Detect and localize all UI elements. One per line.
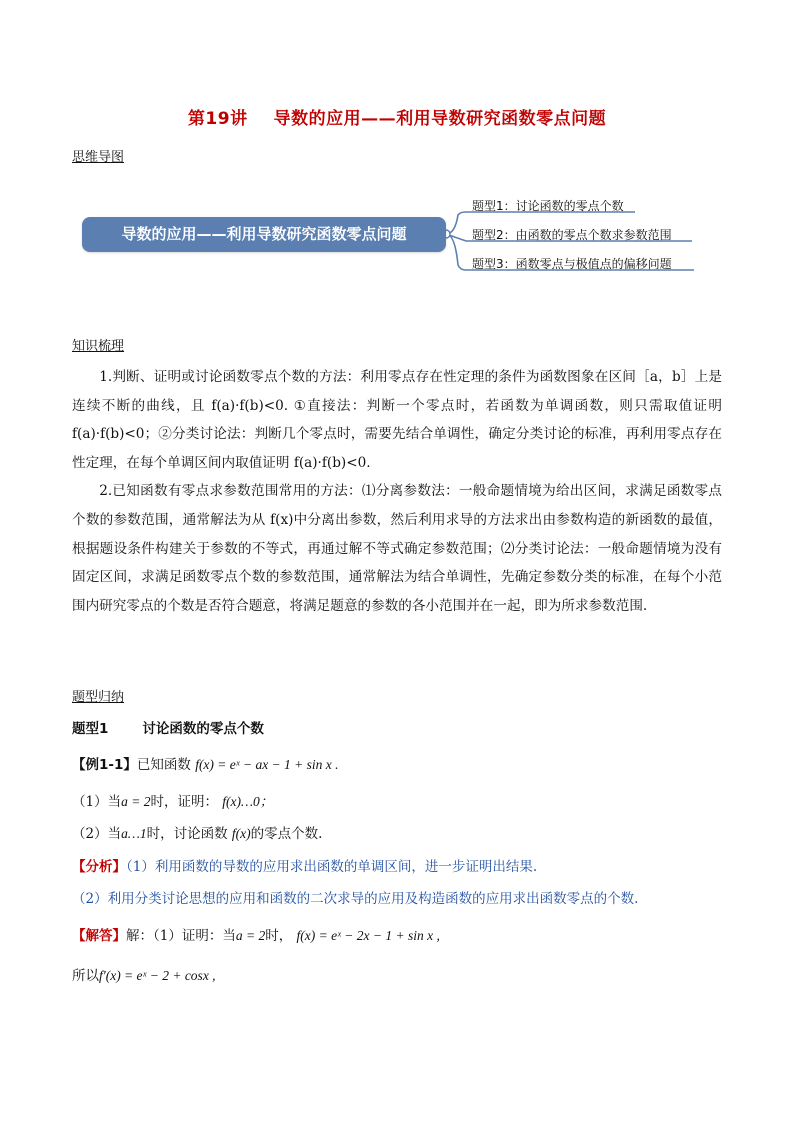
- type1-heading: [72, 717, 264, 737]
- lecture-number: 第19讲: [187, 109, 248, 129]
- answer-tag: 【解答】: [72, 928, 126, 944]
- answer-mid: 时，: [265, 928, 293, 944]
- q2-condition: a…1: [121, 826, 147, 841]
- example-line: [72, 753, 339, 773]
- example-text: 已知函数: [136, 757, 191, 773]
- question-1: [72, 790, 273, 810]
- analysis-line-1: [72, 855, 537, 875]
- answer-formula: f(x) = eˣ − 2x − 1 + sin x ,: [296, 928, 440, 943]
- knowledge-body: [72, 363, 722, 620]
- type1-label: 题型1: [72, 721, 109, 737]
- q1-mid: 时，证明：: [150, 794, 218, 810]
- knowledge-section-label: 知识梳理: [72, 339, 125, 354]
- analysis-tag: 【分析】: [72, 859, 126, 875]
- example-formula: f(x) = eˣ − ax − 1 + sin x .: [195, 757, 339, 772]
- mindmap-branch-1: 题型1：讨论函数的零点个数: [472, 199, 624, 213]
- type1-title: 讨论函数的零点个数: [142, 721, 264, 737]
- q2-prefix: （2）当: [72, 826, 122, 842]
- answer-text: 解：（1）证明：当: [126, 928, 236, 944]
- q2-mid: 时，讨论函数: [146, 826, 228, 842]
- mindmap-branch-2: 题型2：由函数的零点个数求参数范围: [472, 228, 672, 242]
- q2-suffix: 的零点个数.: [250, 826, 323, 842]
- q1-formula: f(x)…0；: [222, 794, 274, 809]
- knowledge-paragraph-2: 2.已知函数有零点求参数范围常用的方法：⑴分离参数法：一般命题情境为给出区间，求满足函数零点个数的参数范围，通常解法为从 f(x)中分离出参数，然后利用求导的方法求出由参数构造的新函数的最值，根据题设条件构建关于参数的不等式，再通过解不等式确定参数范围；⑵分类讨论法：一般命题情境为没有固定区间，求满足函数零点个数的参数范围，通常解法为结合单调性，先确定参数分类的标准，在每个小范围内研究零点的个数是否符合题意，将满足题意的参数的各小范围并在一起，即为所求参数范围.: [72, 483, 722, 614]
- mindmap-section-label: 思维导图: [72, 150, 125, 165]
- so-text: 所以: [72, 968, 99, 984]
- analysis-text-1: （1）利用函数的导数的应用求出函数的单调区间，进一步证明出结果.: [126, 859, 538, 875]
- q1-prefix: （1）当: [72, 794, 122, 810]
- q2-formula: f(x): [231, 826, 251, 841]
- question-2: [72, 822, 322, 842]
- analysis-line-2: （2）利用分类讨论思想的应用和函数的二次求导的应用及构造函数的应用求出函数零点的个数.: [72, 891, 639, 907]
- derivative-formula: f′(x) = eˣ − 2 + cosx ,: [99, 968, 216, 983]
- answer-line: [72, 924, 440, 944]
- lecture-title: 导数的应用——利用导数研究函数零点问题: [273, 109, 607, 129]
- derivative-line: [72, 964, 216, 984]
- example-tag: 【例1-1】: [72, 757, 137, 773]
- q1-condition: a = 2: [121, 794, 151, 809]
- mindmap-root: 导数的应用——利用导数研究函数零点问题: [82, 217, 446, 252]
- knowledge-paragraph-1: 1.判断、证明或讨论函数零点个数的方法：利用零点存在性定理的条件为函数图象在区间［a，b］上是连续不断的曲线，且 f(a)·f(b)<0. ①直接法：判断一个零点时，若函数为单调函数，则只需取值证明 f(a)·f(b)<0；②分类讨论法：判断几个零点时，需要先结合单调性，确定分类讨论的标准，再利用零点存在性定理，在每个单调区间内取值证明 f(a)·f(b)<0.: [72, 369, 722, 471]
- answer-condition: a = 2: [235, 928, 266, 943]
- mindmap-branch-3: 题型3：函数零点与极值点的偏移问题: [472, 257, 672, 271]
- types-section-label: 题型归纳: [72, 690, 125, 705]
- mindmap-connectors: [0, 0, 794, 300]
